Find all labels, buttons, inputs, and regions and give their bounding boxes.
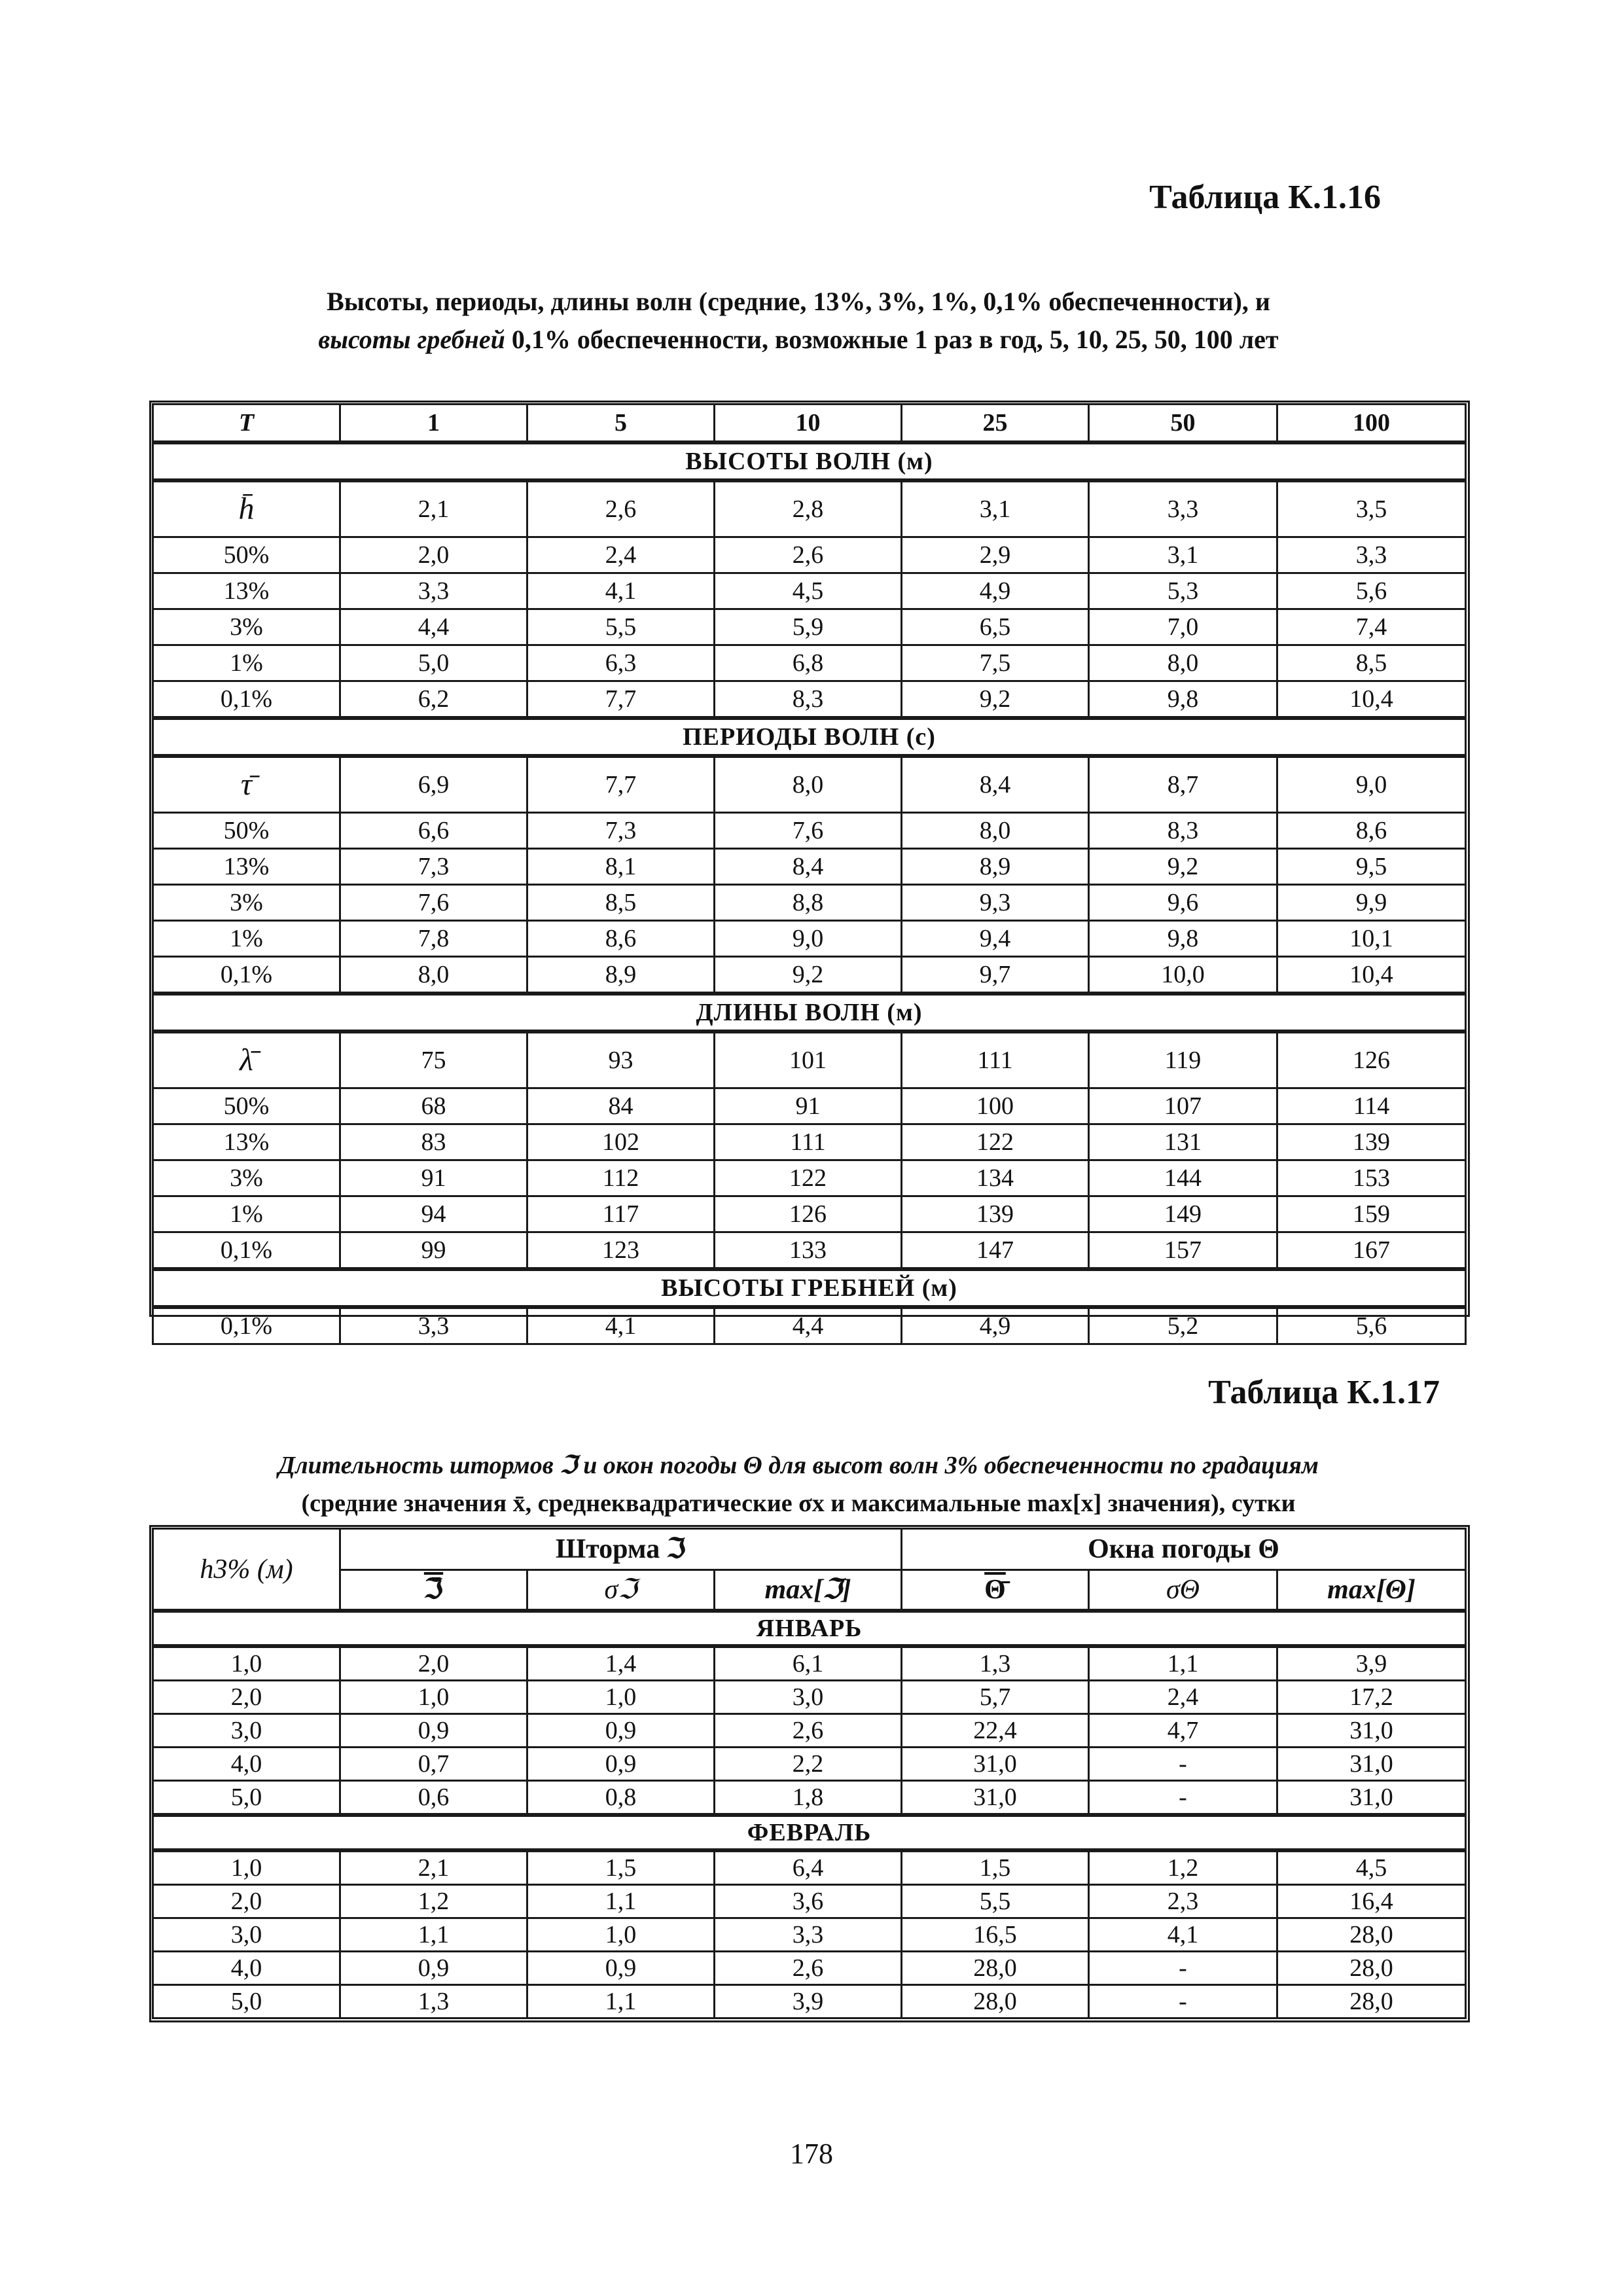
table-cell: 111 xyxy=(715,1124,902,1160)
table-cell: 0,9 xyxy=(527,1714,715,1748)
table1-caption xyxy=(151,283,1446,359)
table-cell: 5,2 xyxy=(1089,1307,1277,1344)
table-cell: 8,0 xyxy=(715,756,902,813)
table-cell: 9,8 xyxy=(1089,921,1277,957)
month-row xyxy=(153,1815,1466,1850)
table-cell: 0,9 xyxy=(340,1714,527,1748)
header-period-100: 100 xyxy=(1277,404,1466,443)
table-cell: 5,6 xyxy=(1277,573,1466,609)
row-label: 50% xyxy=(153,1088,340,1124)
section-title: ПЕРИОДЫ ВОЛН (с) xyxy=(153,718,1466,756)
row-label: 0,1% xyxy=(153,681,340,719)
table-cell: 68 xyxy=(340,1088,527,1124)
table-cell: 31,0 xyxy=(1277,1714,1466,1748)
table-cell: 9,0 xyxy=(1277,756,1466,813)
table-row xyxy=(153,537,1466,573)
table-cell: 5,7 xyxy=(902,1681,1089,1714)
table-cell: 114 xyxy=(1277,1088,1466,1124)
table-cell: 16,5 xyxy=(902,1918,1089,1952)
row-label: h̄ xyxy=(153,480,340,537)
table-cell: 2,6 xyxy=(715,1714,902,1748)
table-cell: 6,6 xyxy=(340,813,527,849)
row-label: 1,0 xyxy=(153,1850,340,1885)
table-cell: 8,8 xyxy=(715,885,902,921)
table-cell: 139 xyxy=(902,1196,1089,1232)
table-row xyxy=(153,1985,1466,2018)
table-cell: 9,2 xyxy=(902,681,1089,719)
table-cell: 4,1 xyxy=(1089,1918,1277,1952)
row-header-text: h3% (м) xyxy=(200,1554,293,1585)
table-cell: 31,0 xyxy=(1277,1781,1466,1816)
row-label: 0,1% xyxy=(153,1232,340,1270)
group-storms: Шторма ℑ xyxy=(340,1529,902,1570)
table-cell: 3,3 xyxy=(1089,480,1277,537)
table-cell: 4,7 xyxy=(1089,1714,1277,1748)
table1-caption-line1: Высоты, периоды, длины волн (средние, 13%, 3%, 1%, 0,1% обеспеченности), и xyxy=(327,287,1270,316)
table-cell: 2,2 xyxy=(715,1748,902,1781)
table-cell: 31,0 xyxy=(1277,1748,1466,1781)
table2-caption-line2: (средние значения x̄, среднеквадратические σx и максимальные max[x] значения), сутки xyxy=(301,1490,1296,1517)
table-row xyxy=(153,1748,1466,1781)
table-cell: 2,0 xyxy=(340,537,527,573)
table-cell: 91 xyxy=(340,1160,527,1196)
table-row xyxy=(153,1781,1466,1816)
table-cell: 3,3 xyxy=(340,573,527,609)
table-cell: 8,0 xyxy=(1089,645,1277,681)
table-cell: 3,6 xyxy=(715,1885,902,1918)
row-label: 1% xyxy=(153,921,340,957)
table-cell: 8,3 xyxy=(715,681,902,719)
table-row xyxy=(153,645,1466,681)
table-cell: 8,5 xyxy=(527,885,715,921)
section-row xyxy=(153,718,1466,756)
table-cell: 7,3 xyxy=(340,849,527,885)
table-cell: 6,3 xyxy=(527,645,715,681)
table-cell: 112 xyxy=(527,1160,715,1196)
table-cell: 1,8 xyxy=(715,1781,902,1816)
table-cell: 31,0 xyxy=(902,1748,1089,1781)
table-cell: 31,0 xyxy=(902,1781,1089,1816)
table-cell: 7,7 xyxy=(527,681,715,719)
table-cell: 9,3 xyxy=(902,885,1089,921)
month-row xyxy=(153,1611,1466,1646)
month-title: ЯНВАРЬ xyxy=(153,1611,1466,1646)
table-cell: 10,1 xyxy=(1277,921,1466,957)
table-cell: 149 xyxy=(1089,1196,1277,1232)
table-row xyxy=(153,1885,1466,1918)
table-cell: 4,9 xyxy=(902,573,1089,609)
table-cell: 1,0 xyxy=(527,1681,715,1714)
table-cell: 5,6 xyxy=(1277,1307,1466,1344)
table-cell: 2,6 xyxy=(715,537,902,573)
row-label: 5,0 xyxy=(153,1985,340,2018)
table-cell: 7,0 xyxy=(1089,609,1277,645)
table-cell: 8,3 xyxy=(1089,813,1277,849)
table-cell: 0,9 xyxy=(340,1952,527,1985)
row-label: 1% xyxy=(153,1196,340,1232)
table-cell: 3,9 xyxy=(715,1985,902,2018)
table-cell: 4,9 xyxy=(902,1307,1089,1344)
table-cell: 1,1 xyxy=(527,1985,715,2018)
section-row xyxy=(153,994,1466,1031)
table-row xyxy=(153,1232,1466,1270)
table-cell: 28,0 xyxy=(1277,1952,1466,1985)
table-cell: 28,0 xyxy=(1277,1918,1466,1952)
table-row xyxy=(153,1160,1466,1196)
header-period-5: 5 xyxy=(527,404,715,443)
table-cell: 1,2 xyxy=(1089,1850,1277,1885)
table-cell: 3,1 xyxy=(1089,537,1277,573)
month-title: ФЕВРАЛЬ xyxy=(153,1815,1466,1850)
table-cell: 167 xyxy=(1277,1232,1466,1270)
table-cell: 2,8 xyxy=(715,480,902,537)
table-cell: 144 xyxy=(1089,1160,1277,1196)
table-cell: 9,6 xyxy=(1089,885,1277,921)
table-row xyxy=(153,1952,1466,1985)
table-cell: 6,5 xyxy=(902,609,1089,645)
row-label: 3% xyxy=(153,885,340,921)
table-cell: 3,0 xyxy=(715,1681,902,1714)
table-cell: 9,2 xyxy=(715,957,902,994)
header-period-25: 25 xyxy=(902,404,1089,443)
table-cell: 107 xyxy=(1089,1088,1277,1124)
table-row xyxy=(153,1031,1466,1088)
table-cell: 2,4 xyxy=(527,537,715,573)
table-cell: 5,3 xyxy=(1089,573,1277,609)
table-cell: - xyxy=(1089,1748,1277,1781)
table-row xyxy=(153,681,1466,719)
table-cell: 91 xyxy=(715,1088,902,1124)
subheader-0: ℑ̄ xyxy=(340,1570,527,1611)
table-cell: 5,5 xyxy=(527,609,715,645)
table-cell: 133 xyxy=(715,1232,902,1270)
row-label: λ̄ xyxy=(153,1031,340,1088)
table-cell: 1,3 xyxy=(340,1985,527,2018)
table-cell: 2,3 xyxy=(1089,1885,1277,1918)
row-label: 0,1% xyxy=(153,957,340,994)
table-cell: 8,7 xyxy=(1089,756,1277,813)
row-label: 4,0 xyxy=(153,1952,340,1985)
table-cell: 0,7 xyxy=(340,1748,527,1781)
table-cell: 0,6 xyxy=(340,1781,527,1816)
table-cell: 126 xyxy=(715,1196,902,1232)
table-cell: 9,7 xyxy=(902,957,1089,994)
table2-subheader-row xyxy=(153,1570,1466,1611)
table-cell: 3,3 xyxy=(1277,537,1466,573)
table-cell: 10,4 xyxy=(1277,957,1466,994)
table-cell: 10,0 xyxy=(1089,957,1277,994)
table-cell: 122 xyxy=(902,1124,1089,1160)
table-cell: 17,2 xyxy=(1277,1681,1466,1714)
table-cell: 3,3 xyxy=(340,1307,527,1344)
storm-duration-table xyxy=(152,1528,1467,2019)
row-label: 50% xyxy=(153,537,340,573)
table-cell: 75 xyxy=(340,1031,527,1088)
table-cell: 28,0 xyxy=(902,1952,1089,1985)
table-row xyxy=(153,813,1466,849)
table-cell: 134 xyxy=(902,1160,1089,1196)
table2-header-row xyxy=(153,1529,1466,1570)
table-cell: 7,4 xyxy=(1277,609,1466,645)
table1-caption-rest: 0,1% обеспеченности, возможные 1 раз в год, 5, 10, 25, 50, 100 лет xyxy=(505,325,1279,354)
table-row xyxy=(153,1681,1466,1714)
table-cell: 9,5 xyxy=(1277,849,1466,885)
section-title: ВЫСОТЫ ГРЕБНЕЙ (м) xyxy=(153,1269,1466,1307)
table-cell: 139 xyxy=(1277,1124,1466,1160)
table-cell: 100 xyxy=(902,1088,1089,1124)
table-cell: 3,1 xyxy=(902,480,1089,537)
row-label: τ̄ xyxy=(153,756,340,813)
table-cell: 2,1 xyxy=(340,1850,527,1885)
table-cell: 2,6 xyxy=(527,480,715,537)
row-label: 50% xyxy=(153,813,340,849)
table-cell: 9,8 xyxy=(1089,681,1277,719)
table-row xyxy=(153,921,1466,957)
table-cell: 122 xyxy=(715,1160,902,1196)
table-cell: 4,1 xyxy=(527,573,715,609)
section-title: ВЫСОТЫ ВОЛН (м) xyxy=(153,442,1466,480)
group-weather-windows: Окна погоды Θ xyxy=(902,1529,1466,1570)
table-cell: 102 xyxy=(527,1124,715,1160)
table1-header-row xyxy=(153,404,1466,443)
table-cell: 93 xyxy=(527,1031,715,1088)
table-cell: 119 xyxy=(1089,1031,1277,1088)
table-cell: - xyxy=(1089,1781,1277,1816)
row-label: 2,0 xyxy=(153,1681,340,1714)
table-cell: 8,0 xyxy=(902,813,1089,849)
row-label: 13% xyxy=(153,573,340,609)
row-label: 3,0 xyxy=(153,1714,340,1748)
table-cell: 2,4 xyxy=(1089,1681,1277,1714)
table-cell: 9,4 xyxy=(902,921,1089,957)
table-cell: 9,9 xyxy=(1277,885,1466,921)
table-row xyxy=(153,1196,1466,1232)
table-cell: 0,9 xyxy=(527,1952,715,1985)
table-cell: - xyxy=(1089,1985,1277,2018)
table-row xyxy=(153,1714,1466,1748)
table-cell: 6,9 xyxy=(340,756,527,813)
table-row xyxy=(153,957,1466,994)
table-cell: 8,5 xyxy=(1277,645,1466,681)
table-cell: 4,4 xyxy=(715,1307,902,1344)
section-row xyxy=(153,1269,1466,1307)
wave-parameters-table xyxy=(152,403,1467,1345)
table-cell: 94 xyxy=(340,1196,527,1232)
table-cell: 1,2 xyxy=(340,1885,527,1918)
table-cell: 7,5 xyxy=(902,645,1089,681)
table-cell: 101 xyxy=(715,1031,902,1088)
table-cell: 5,0 xyxy=(340,645,527,681)
table-row xyxy=(153,609,1466,645)
table-cell: 153 xyxy=(1277,1160,1466,1196)
section-row xyxy=(153,442,1466,480)
row-label: 3% xyxy=(153,1160,340,1196)
subheader-1: σℑ xyxy=(527,1570,715,1611)
table-cell: 9,2 xyxy=(1089,849,1277,885)
table1-title: Таблица К.1.16 xyxy=(1149,179,1381,216)
table-cell: 7,7 xyxy=(527,756,715,813)
section-title: ДЛИНЫ ВОЛН (м) xyxy=(153,994,1466,1031)
table-cell: 7,3 xyxy=(527,813,715,849)
table-cell: 6,1 xyxy=(715,1646,902,1681)
table-cell: 131 xyxy=(1089,1124,1277,1160)
table-cell: 8,9 xyxy=(902,849,1089,885)
table-cell: 8,4 xyxy=(715,849,902,885)
table2-caption xyxy=(151,1446,1446,1522)
table-cell: 1,5 xyxy=(902,1850,1089,1885)
table-cell: 3,3 xyxy=(715,1918,902,1952)
table-cell: 2,6 xyxy=(715,1952,902,1985)
table-row xyxy=(153,1124,1466,1160)
row-label: 3% xyxy=(153,609,340,645)
row-label: 13% xyxy=(153,1124,340,1160)
table-cell: 3,9 xyxy=(1277,1646,1466,1681)
subheader-4: σΘ xyxy=(1089,1570,1277,1611)
table-cell: 6,2 xyxy=(340,681,527,719)
table-row xyxy=(153,849,1466,885)
table-cell: 126 xyxy=(1277,1031,1466,1088)
row-label: 0,1% xyxy=(153,1307,340,1344)
table-cell: 123 xyxy=(527,1232,715,1270)
table-cell: 1,3 xyxy=(902,1646,1089,1681)
table-row xyxy=(153,1646,1466,1681)
table-cell: 8,9 xyxy=(527,957,715,994)
table-cell: 1,1 xyxy=(340,1918,527,1952)
subheader-3: Θ̄ xyxy=(902,1570,1089,1611)
header-return-period-label: T xyxy=(153,404,340,443)
table-row xyxy=(153,1307,1466,1344)
header-period-10: 10 xyxy=(715,404,902,443)
table-cell: 1,4 xyxy=(527,1646,715,1681)
table2-title: Таблица К.1.17 xyxy=(1208,1374,1440,1411)
table-row xyxy=(153,1088,1466,1124)
table-cell: 9,0 xyxy=(715,921,902,957)
table-row xyxy=(153,573,1466,609)
table-cell: 5,9 xyxy=(715,609,902,645)
table-cell: 16,4 xyxy=(1277,1885,1466,1918)
table-cell: 8,4 xyxy=(902,756,1089,813)
table-cell: 1,0 xyxy=(340,1681,527,1714)
table1-caption-line2 xyxy=(151,321,1446,359)
row-label: 4,0 xyxy=(153,1748,340,1781)
table-cell: - xyxy=(1089,1952,1277,1985)
table-cell: 1,1 xyxy=(527,1885,715,1918)
table-cell: 2,0 xyxy=(340,1646,527,1681)
table-cell: 2,9 xyxy=(902,537,1089,573)
table-cell: 4,4 xyxy=(340,609,527,645)
table-cell: 4,1 xyxy=(527,1307,715,1344)
table-cell: 4,5 xyxy=(715,573,902,609)
table-cell: 5,5 xyxy=(902,1885,1089,1918)
header-period-50: 50 xyxy=(1089,404,1277,443)
subheader-5: max[Θ] xyxy=(1277,1570,1466,1611)
table-row xyxy=(153,480,1466,537)
table-cell: 8,1 xyxy=(527,849,715,885)
table-row xyxy=(153,1918,1466,1952)
table-cell: 8,6 xyxy=(527,921,715,957)
table-cell: 0,9 xyxy=(527,1748,715,1781)
table-cell: 117 xyxy=(527,1196,715,1232)
table-cell: 4,5 xyxy=(1277,1850,1466,1885)
table-cell: 7,8 xyxy=(340,921,527,957)
table-cell: 1,5 xyxy=(527,1850,715,1885)
table-cell: 2,1 xyxy=(340,480,527,537)
page-number: 178 xyxy=(790,2138,833,2170)
table-cell: 84 xyxy=(527,1088,715,1124)
table-cell: 10,4 xyxy=(1277,681,1466,719)
row-label: 5,0 xyxy=(153,1781,340,1816)
row-label: 3,0 xyxy=(153,1918,340,1952)
row-header-h3 xyxy=(153,1529,340,1611)
row-label: 1,0 xyxy=(153,1646,340,1681)
table-cell: 7,6 xyxy=(340,885,527,921)
table-cell: 159 xyxy=(1277,1196,1466,1232)
header-period-1: 1 xyxy=(340,404,527,443)
table-cell: 8,6 xyxy=(1277,813,1466,849)
table-cell: 99 xyxy=(340,1232,527,1270)
table-cell: 7,6 xyxy=(715,813,902,849)
table-cell: 8,0 xyxy=(340,957,527,994)
table-cell: 147 xyxy=(902,1232,1089,1270)
table-cell: 28,0 xyxy=(902,1985,1089,2018)
table-cell: 111 xyxy=(902,1031,1089,1088)
table-cell: 0,8 xyxy=(527,1781,715,1816)
table-cell: 6,8 xyxy=(715,645,902,681)
table-cell: 3,5 xyxy=(1277,480,1466,537)
table-cell: 83 xyxy=(340,1124,527,1160)
table-row xyxy=(153,1850,1466,1885)
table-cell: 6,4 xyxy=(715,1850,902,1885)
table-cell: 22,4 xyxy=(902,1714,1089,1748)
table-cell: 1,0 xyxy=(527,1918,715,1952)
row-label: 2,0 xyxy=(153,1885,340,1918)
table-row xyxy=(153,885,1466,921)
subheader-2: max[ℑ] xyxy=(715,1570,902,1611)
row-label: 1% xyxy=(153,645,340,681)
table2-caption-line1: Длительность штормов ℑ и окон погоды Θ для высот волн 3% обеспеченности по градациям xyxy=(278,1452,1319,1479)
table-row xyxy=(153,756,1466,813)
table-cell: 1,1 xyxy=(1089,1646,1277,1681)
table-cell: 28,0 xyxy=(1277,1985,1466,2018)
table1-caption-italic: высоты гребней xyxy=(318,325,505,354)
table-cell: 157 xyxy=(1089,1232,1277,1270)
row-label: 13% xyxy=(153,849,340,885)
